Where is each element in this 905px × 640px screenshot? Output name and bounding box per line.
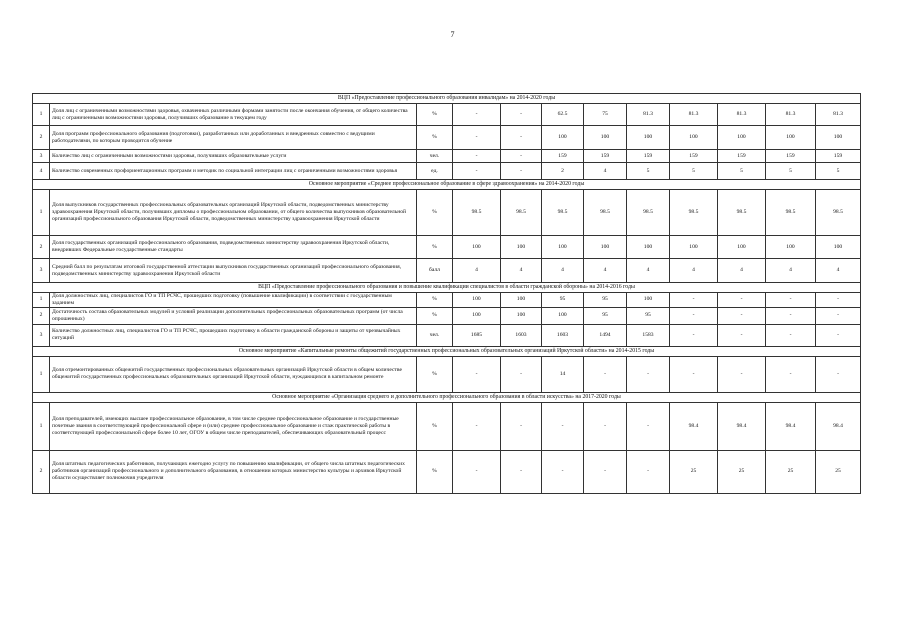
value-cell: 4: [670, 259, 718, 283]
section-title-row: [33, 180, 861, 190]
indicator-description: Доля государственных организаций профессионального образования, подведомственных министерству здравоохранения Иркутской области, внедривших Федеральные государственные стандарты: [50, 236, 417, 259]
value-cell: -: [542, 402, 584, 450]
table-row: [33, 259, 861, 283]
table-row: [33, 450, 861, 493]
row-number: 3: [33, 259, 50, 283]
value-cell: 100: [453, 307, 501, 324]
value-cell: 159: [816, 150, 861, 163]
value-cell: -: [584, 402, 627, 450]
section-title-row: [33, 346, 861, 356]
value-cell: -: [627, 356, 670, 392]
value-cell: 100: [816, 126, 861, 150]
value-cell: 100: [627, 236, 670, 259]
row-number: 1: [33, 402, 50, 450]
value-cell: 100: [766, 126, 816, 150]
indicator-description: Доля лиц с ограниченными возможностями здоровья, охваченных различными формами занятости после окончания обучения, от общего количества лиц с ограниченными возможностями здоровья, получивших образование в текущем году: [50, 104, 417, 126]
value-cell: 159: [584, 150, 627, 163]
table-row: [33, 236, 861, 259]
unit-cell: %: [417, 307, 453, 324]
value-cell: 100: [766, 236, 816, 259]
value-cell: -: [453, 104, 501, 126]
value-cell: 4: [816, 259, 861, 283]
value-cell: 1494: [584, 324, 627, 346]
value-cell: 98.4: [718, 402, 766, 450]
value-cell: 100: [627, 126, 670, 150]
page-number: 7: [450, 30, 455, 39]
value-cell: 100: [670, 126, 718, 150]
value-cell: 100: [670, 236, 718, 259]
value-cell: -: [584, 450, 627, 493]
table-row: [33, 307, 861, 324]
row-number: 1: [33, 356, 50, 392]
value-cell: 98.5: [453, 190, 501, 236]
value-cell: 1685: [453, 324, 501, 346]
value-cell: 98.5: [816, 190, 861, 236]
value-cell: 159: [627, 150, 670, 163]
value-cell: -: [670, 293, 718, 308]
indicator-description: Достаточность состава образовательных модулей и условий реализации дополнительных профессиональных образовательных программ (от числа опрошенных): [50, 307, 417, 324]
value-cell: 100: [501, 293, 542, 308]
table-row: [33, 324, 861, 346]
indicator-description: Доля штатных педагогических работников, получающих ежегодно услугу по повышению квалификации, от общего числа штатных педагогических работников организаций профессионального и дополнительного образования, в отношении которых министерство культуры и архивов Иркутской области осуществляет полномочия учредителя: [50, 450, 417, 493]
value-cell: 95: [584, 307, 627, 324]
value-cell: -: [453, 356, 501, 392]
table-row: [33, 293, 861, 308]
value-cell: 4: [501, 259, 542, 283]
value-cell: 14: [542, 356, 584, 392]
unit-cell: %: [417, 356, 453, 392]
unit-cell: %: [417, 450, 453, 493]
indicator-description: Доля выпускников государственных профессиональных образовательных организаций Иркутской области, подведомственных министерству здравоохранения Иркутской области, получивших дипломы о профессиональном образовании, от общего количества выпускников образовательной организаций профессионального образования Иркутской области, подведомственных министерству здравоохранения Иркутской области: [50, 190, 417, 236]
value-cell: 4: [453, 259, 501, 283]
value-cell: 1583: [627, 324, 670, 346]
value-cell: -: [453, 163, 501, 180]
value-cell: 159: [670, 150, 718, 163]
value-cell: 4: [584, 163, 627, 180]
value-cell: -: [766, 324, 816, 346]
indicator-description: Количество современных профориентационных программ и методик по социальной интеграции лиц с ограниченными возможностями здоровья: [50, 163, 417, 180]
value-cell: 100: [453, 236, 501, 259]
table-row: [33, 190, 861, 236]
value-cell: -: [766, 293, 816, 308]
value-cell: 81.3: [718, 104, 766, 126]
value-cell: 100: [542, 126, 584, 150]
value-cell: 25: [718, 450, 766, 493]
value-cell: 159: [718, 150, 766, 163]
value-cell: 4: [627, 259, 670, 283]
value-cell: 100: [542, 236, 584, 259]
value-cell: 98.5: [670, 190, 718, 236]
unit-cell: %: [417, 126, 453, 150]
value-cell: -: [453, 150, 501, 163]
value-cell: 5: [718, 163, 766, 180]
value-cell: -: [766, 307, 816, 324]
indicator-description: Количество лиц с ограниченными возможностями здоровья, получивших образовательные услуги: [50, 150, 417, 163]
value-cell: -: [627, 402, 670, 450]
table-row: [33, 356, 861, 392]
indicator-description: Доля отремонтированных общежитий государственных профессиональных образовательных организаций Иркутской области в общем количестве общежитий государственных профессиональных образовательных организаций Иркутской области, нуждающихся в капитальном ремонте: [50, 356, 417, 392]
value-cell: -: [501, 150, 542, 163]
value-cell: 95: [542, 293, 584, 308]
section-title: ВЦП «Предоставление профессионального образования инвалидам» на 2014-2020 годы: [33, 94, 861, 104]
value-cell: -: [501, 104, 542, 126]
value-cell: 159: [542, 150, 584, 163]
value-cell: -: [718, 324, 766, 346]
value-cell: -: [670, 324, 718, 346]
value-cell: 62.5: [542, 104, 584, 126]
value-cell: 98.5: [542, 190, 584, 236]
value-cell: 25: [670, 450, 718, 493]
value-cell: -: [766, 356, 816, 392]
indicator-description: Доля программ профессионального образования (подготовки), разработанных или доработанных и внедренных совместно с ведущими работодателями, по которым проводится обучение: [50, 126, 417, 150]
table-row: [33, 126, 861, 150]
value-cell: -: [670, 307, 718, 324]
value-cell: 100: [816, 236, 861, 259]
value-cell: 100: [718, 236, 766, 259]
value-cell: 2: [542, 163, 584, 180]
value-cell: 100: [584, 236, 627, 259]
value-cell: 98.4: [816, 402, 861, 450]
table-row: [33, 402, 861, 450]
value-cell: 4: [718, 259, 766, 283]
value-cell: -: [816, 324, 861, 346]
row-number: 2: [33, 450, 50, 493]
value-cell: 5: [670, 163, 718, 180]
value-cell: 98.5: [584, 190, 627, 236]
value-cell: 25: [816, 450, 861, 493]
table-row: [33, 150, 861, 163]
value-cell: 5: [627, 163, 670, 180]
value-cell: 98.4: [766, 402, 816, 450]
row-number: 2: [33, 126, 50, 150]
section-title: Основное мероприятие «Организация среднего и дополнительного профессионального образования в области искусства» на 2017-2020 годы: [33, 392, 861, 402]
row-number: 4: [33, 163, 50, 180]
value-cell: 1603: [501, 324, 542, 346]
unit-cell: %: [417, 236, 453, 259]
row-number: 2: [33, 307, 50, 324]
value-cell: -: [501, 402, 542, 450]
row-number: 1: [33, 293, 50, 308]
value-cell: -: [816, 307, 861, 324]
value-cell: 98.5: [501, 190, 542, 236]
value-cell: 5: [816, 163, 861, 180]
unit-cell: чел.: [417, 150, 453, 163]
value-cell: -: [718, 293, 766, 308]
value-cell: 98.4: [670, 402, 718, 450]
value-cell: 81.3: [766, 104, 816, 126]
value-cell: 4: [542, 259, 584, 283]
value-cell: 81.3: [670, 104, 718, 126]
value-cell: -: [718, 307, 766, 324]
table-row: [33, 163, 861, 180]
value-cell: 159: [766, 150, 816, 163]
value-cell: -: [816, 293, 861, 308]
value-cell: 100: [627, 293, 670, 308]
section-title-row: [33, 94, 861, 104]
value-cell: -: [718, 356, 766, 392]
value-cell: 75: [584, 104, 627, 126]
value-cell: 98.5: [627, 190, 670, 236]
indicator-description: Доля должностных лиц, специалистов ГО и ТП РСЧС, прошедших подготовку (повышение квалификации) в соответствии с государственным заданием: [50, 293, 417, 308]
section-title: ВЦП «Предоставление профессионального образования и повышение квалификации специалистов в области гражданской обороны» на 2014-2016 годы: [33, 283, 861, 293]
value-cell: 100: [542, 307, 584, 324]
unit-cell: %: [417, 293, 453, 308]
value-cell: 100: [584, 126, 627, 150]
value-cell: 95: [627, 307, 670, 324]
value-cell: 95: [584, 293, 627, 308]
value-cell: 4: [766, 259, 816, 283]
value-cell: -: [453, 402, 501, 450]
value-cell: -: [501, 126, 542, 150]
table-row: [33, 104, 861, 126]
value-cell: -: [501, 450, 542, 493]
value-cell: 81.3: [627, 104, 670, 126]
row-number: 3: [33, 324, 50, 346]
section-title: Основное мероприятие «Капитальные ремонты общежитий государственных профессиональных образовательных организаций Иркутской области» на 2014-2015 годы: [33, 346, 861, 356]
section-title: Основное мероприятие «Среднее профессиональное образование в сфере здравоохранения» на 2014-2020 годы: [33, 180, 861, 190]
row-number: 1: [33, 190, 50, 236]
value-cell: -: [584, 356, 627, 392]
unit-cell: %: [417, 402, 453, 450]
value-cell: 98.5: [766, 190, 816, 236]
value-cell: 1603: [542, 324, 584, 346]
section-title-row: [33, 283, 861, 293]
value-cell: -: [542, 450, 584, 493]
unit-cell: %: [417, 104, 453, 126]
value-cell: 100: [453, 293, 501, 308]
row-number: 2: [33, 236, 50, 259]
unit-cell: чел.: [417, 324, 453, 346]
unit-cell: ед.: [417, 163, 453, 180]
value-cell: -: [501, 163, 542, 180]
value-cell: 4: [584, 259, 627, 283]
value-cell: 100: [501, 307, 542, 324]
value-cell: 98.5: [718, 190, 766, 236]
value-cell: 100: [718, 126, 766, 150]
indicator-description: Средний балл по результатам итоговой государственной аттестации выпускников государственных организаций профессионального образования, подведомственных министерству здравоохранения Иркутской области: [50, 259, 417, 283]
value-cell: -: [501, 356, 542, 392]
value-cell: 100: [501, 236, 542, 259]
row-number: 3: [33, 150, 50, 163]
value-cell: 5: [766, 163, 816, 180]
value-cell: -: [453, 126, 501, 150]
indicator-description: Доля преподавателей, имеющих высшее профессиональное образование, в том числе среднее профессиональное образование и государственные почетные звания в соответствующей профессиональной сфере и (или) среднее профессиональное образование и стаж практической работы в соответствующей профессиональной сфере более 10 лет, ОГОУ в общем числе преподавателей, обеспечивающих образовательный процесс: [50, 402, 417, 450]
value-cell: -: [453, 450, 501, 493]
value-cell: 81.3: [816, 104, 861, 126]
unit-cell: балл: [417, 259, 453, 283]
value-cell: 25: [766, 450, 816, 493]
indicator-description: Количество должностных лиц, специалистов ГО и ТП РСЧС, прошедших подготовку в области гражданской обороны и защиты от чрезвычайных ситуаций: [50, 324, 417, 346]
unit-cell: %: [417, 190, 453, 236]
section-title-row: [33, 392, 861, 402]
row-number: 1: [33, 104, 50, 126]
indicators-table: [32, 93, 861, 494]
value-cell: -: [670, 356, 718, 392]
value-cell: -: [627, 450, 670, 493]
value-cell: -: [816, 356, 861, 392]
